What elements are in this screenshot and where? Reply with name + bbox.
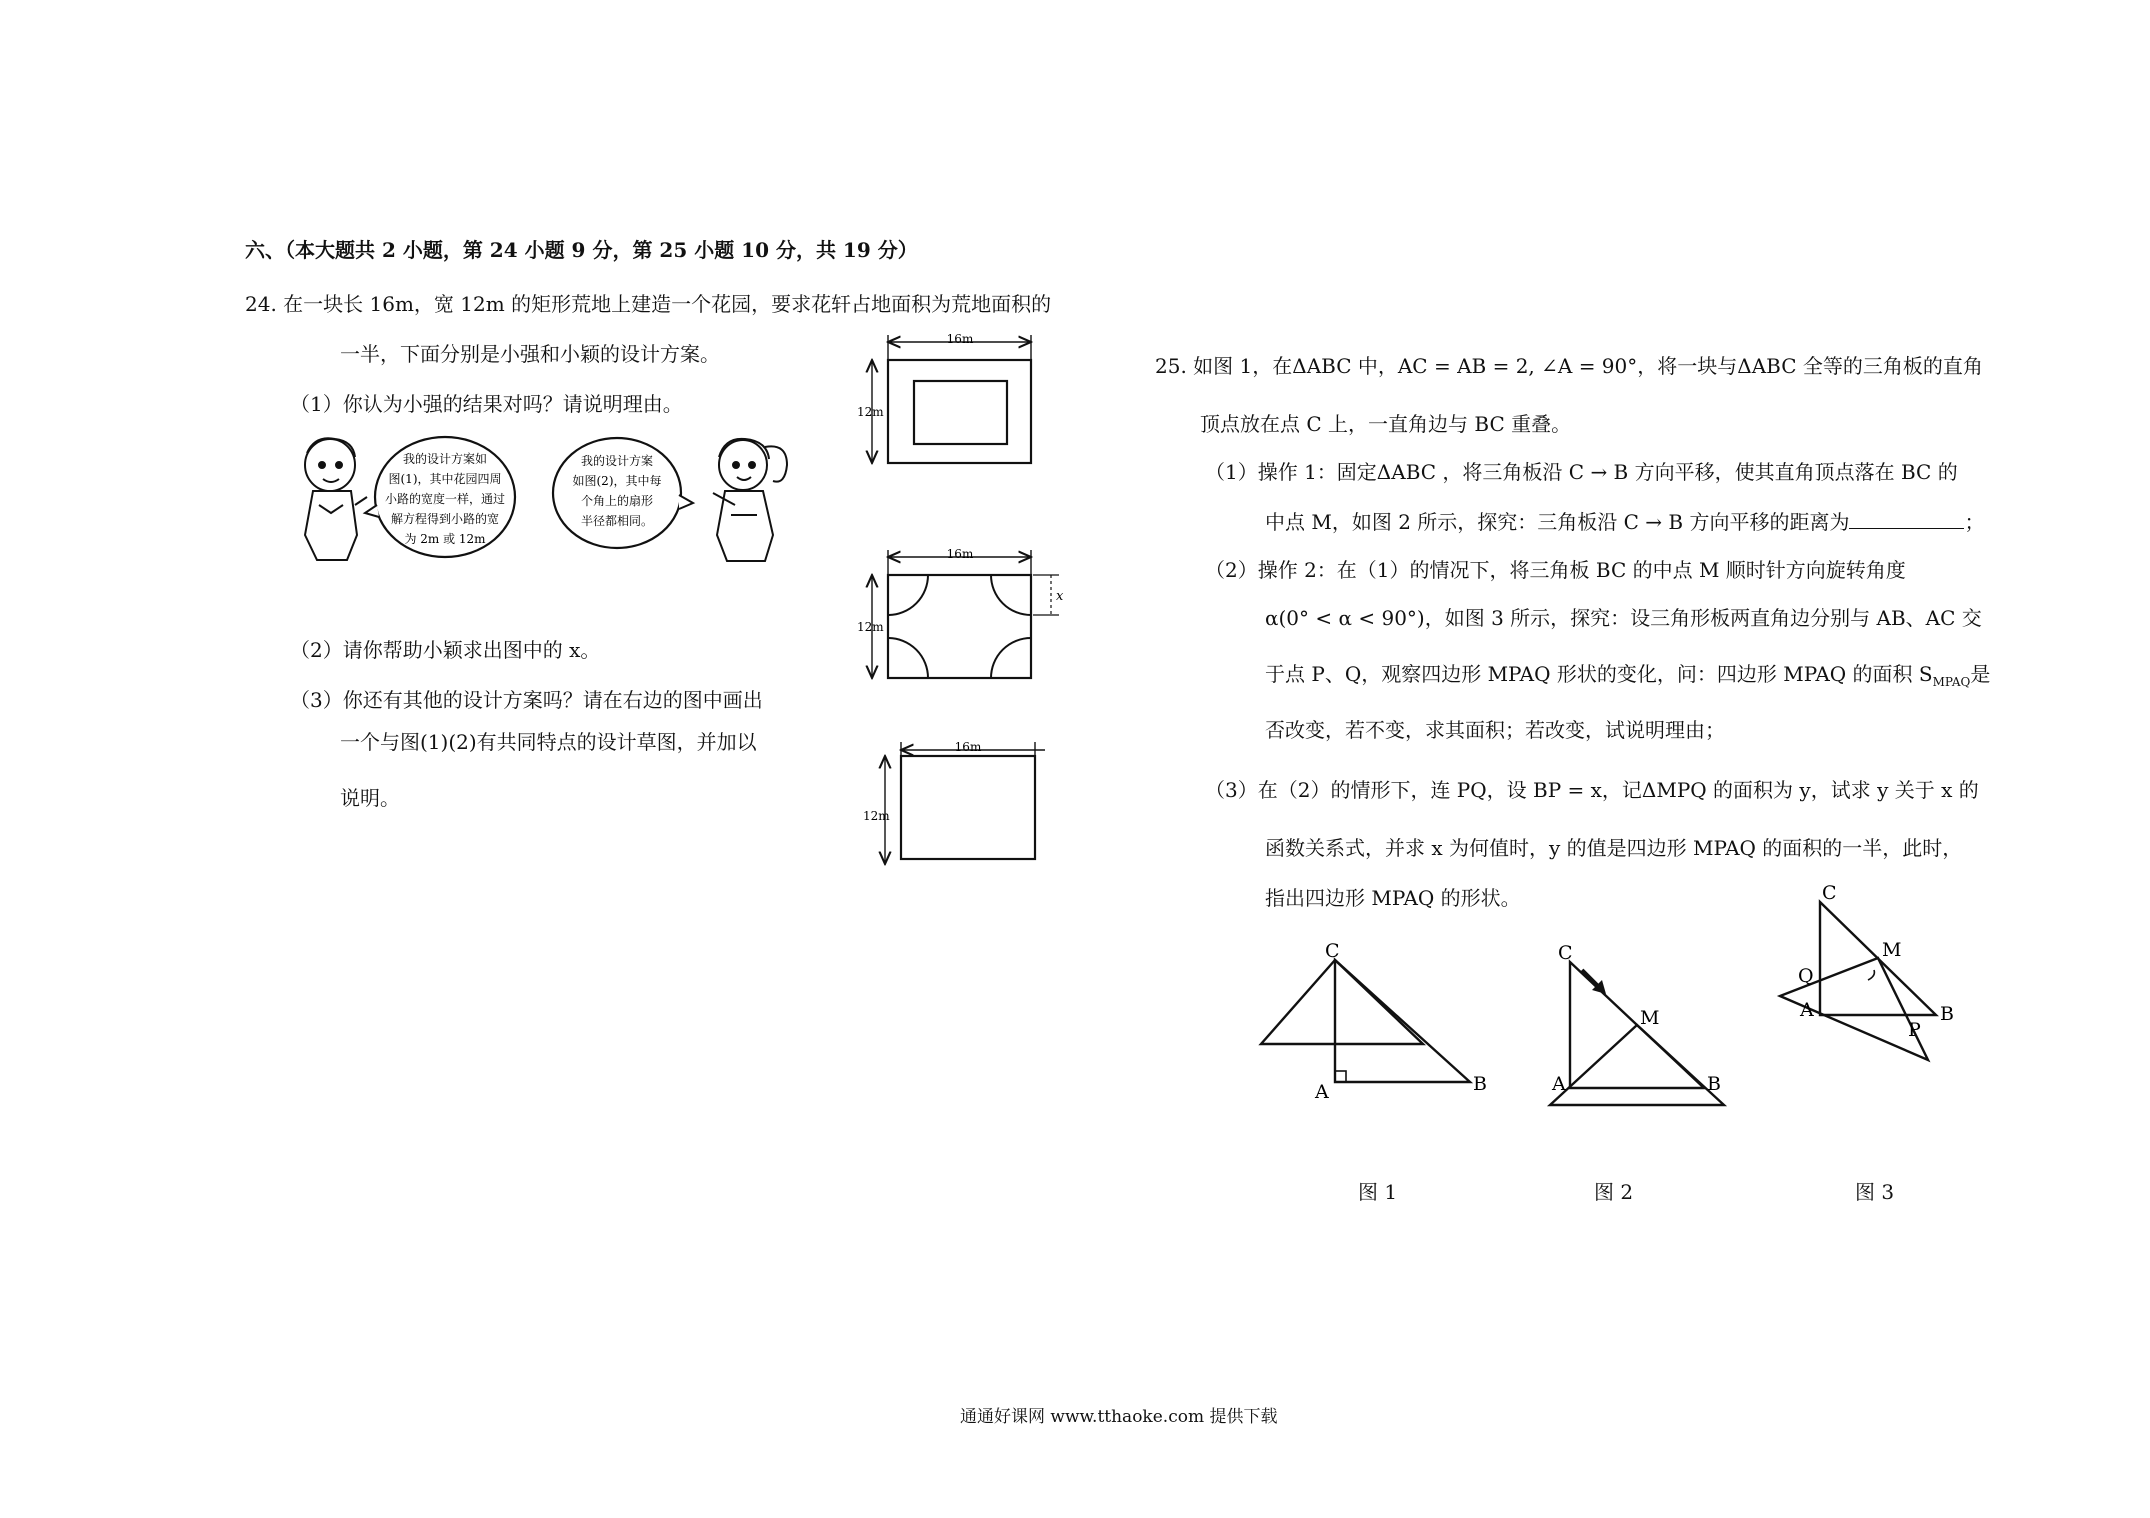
q25-op3-line2: 函数关系式，并求 x 为何值时，y 的值是四边形 MPAQ 的面积的一半，此时， (1265, 836, 1963, 860)
corner-sector (991, 575, 1031, 615)
length-label: 16m (954, 740, 982, 754)
label-a: A (1800, 999, 1814, 1021)
q25-op2-subscript: MPAQ (1932, 675, 1971, 689)
section-heading: 六、（本大题共 2 小题，第 24 小题 9 分，第 25 小题 10 分，共 19 分） (245, 238, 918, 262)
wasteland-rect (888, 360, 1031, 463)
label-b: B (1940, 1003, 1954, 1025)
q25-op3-line1: （3）在（2）的情形下，连 PQ，设 BP = x，记ΔMPQ 的面积为 y，试求 y 关于 x 的 (1205, 778, 1979, 802)
q25-op1-end: ； (1964, 510, 1985, 534)
q24-sub1: （1）你认为小强的结果对吗？请说明理由。 (290, 392, 683, 416)
q25-line2: 顶点放在点 C 上，一直角边与 BC 重叠。 (1200, 412, 1572, 436)
wasteland-rect (888, 575, 1031, 678)
label-b: B (1707, 1073, 1721, 1095)
corner-sector (991, 638, 1031, 678)
q24-figure-2 (855, 545, 1070, 690)
garden-rect (914, 381, 1007, 444)
label-a: A (1315, 1081, 1329, 1103)
corner-sector (888, 575, 928, 615)
q24-figure-1 (855, 330, 1040, 475)
girl-illustration (713, 439, 787, 561)
x-label: x (1056, 589, 1064, 604)
q24-sub3-line2: 一个与图(1)(2)有共同特点的设计草图，并加以 (340, 730, 757, 754)
q24-sub3-line3: 说明。 (340, 786, 400, 810)
q24-sub2: （2）请你帮助小颖求出图中的 x。 (290, 638, 601, 662)
caption-figure-3: 图 3 (1855, 1180, 1895, 1204)
q25-op2-line4: 否改变，若不变，求其面积；若改变，试说明理由； (1265, 718, 1725, 742)
bubble-right-line: 如图(2)，其中每 (572, 474, 662, 488)
label-m: M (1882, 939, 1902, 961)
corner-sector (888, 638, 928, 678)
q24-figure-3 (855, 728, 1040, 873)
label-m: M (1640, 1007, 1660, 1029)
q25-op2-line2: α(0° < α < 90°)，如图 3 所示，探究：设三角形板两直角边分别与 AB、AC 交 (1265, 606, 1982, 630)
page-footer: 通通好课网 www.tthaoke.com 提供下载 (960, 1407, 1278, 1427)
q25-op2-line1: （2）操作 2：在（1）的情况下，将三角板 BC 的中点 M 顺时针方向旋转角度 (1205, 558, 1906, 582)
label-a: A (1552, 1073, 1566, 1095)
width-label: 12m (863, 809, 890, 823)
label-c: C (1325, 940, 1340, 962)
set-square (1261, 960, 1423, 1044)
bubble-left-line: 解方程得到小路的宽 (390, 512, 500, 526)
width-label: 12m (857, 620, 884, 634)
label-b: B (1473, 1073, 1487, 1095)
answer-blank[interactable] (1849, 508, 1964, 529)
boy-illustration (305, 438, 367, 560)
bubble-left-line: 为 2m 或 12m (404, 532, 486, 546)
q25-line1: 25. 如图 1，在ΔABC 中，AC = AB = 2, ∠A = 90°，将一块与ΔABC 全等的三角板的直角 (1155, 354, 1983, 378)
q25-op2-line3-text: 于点 P、Q，观察四边形 MPAQ 形状的变化，问：四边形 MPAQ 的面积 S (1265, 662, 1933, 686)
wasteland-rect (901, 756, 1035, 859)
width-label: 12m (857, 405, 884, 419)
bubble-left-line: 图(1)，其中花园四周 (388, 472, 502, 486)
q25-figure-3 (1768, 880, 1954, 1070)
length-label: 16m (946, 547, 974, 561)
q25-figure-2 (1540, 940, 1740, 1110)
bubble-right-line: 我的设计方案 (580, 454, 654, 468)
bubble-right-line: 半径都相同。 (580, 514, 654, 528)
bubble-left-line: 我的设计方案如 (402, 452, 488, 466)
caption-figure-2: 图 2 (1594, 1180, 1634, 1204)
q24-stem-line1: 24. 在一块长 16m，宽 12m 的矩形荒地上建造一个花园，要求花轩占地面积为荒地面积的 (245, 292, 1052, 316)
q25-op1-line2-text: 中点 M，如图 2 所示，探究：三角板沿 C → B 方向平移的距离为 (1265, 510, 1850, 534)
q25-op2-line3 (1265, 660, 1990, 696)
right-angle-mark (1335, 1071, 1346, 1082)
length-label: 16m (946, 332, 974, 346)
q24-stem-line2: 一半，下面分别是小强和小颖的设计方案。 (340, 342, 720, 366)
bubble-right-line: 个角上的扇形 (580, 494, 654, 508)
q25-op1-line2 (1265, 508, 1984, 536)
cartoon-illustration (295, 435, 800, 575)
label-p: P (1908, 1019, 1921, 1041)
set-square (1550, 1025, 1724, 1105)
label-c: C (1822, 882, 1837, 904)
label-c: C (1558, 942, 1573, 964)
label-q: Q (1798, 965, 1814, 987)
bubble-left-line: 小路的宽度一样，通过 (384, 492, 506, 506)
caption-figure-1: 图 1 (1358, 1180, 1398, 1204)
q25-figure-1 (1255, 940, 1495, 1103)
q25-op1-line1: （1）操作 1：固定ΔABC ，将三角板沿 C → B 方向平移，使其直角顶点落在 BC 的 (1205, 460, 1958, 484)
q24-sub3-line1: （3）你还有其他的设计方案吗？请在右边的图中画出 (290, 688, 763, 712)
q25-op2-line3-end: 是 (1970, 662, 1991, 686)
q25-op3-line3: 指出四边形 MPAQ 的形状。 (1265, 886, 1521, 910)
